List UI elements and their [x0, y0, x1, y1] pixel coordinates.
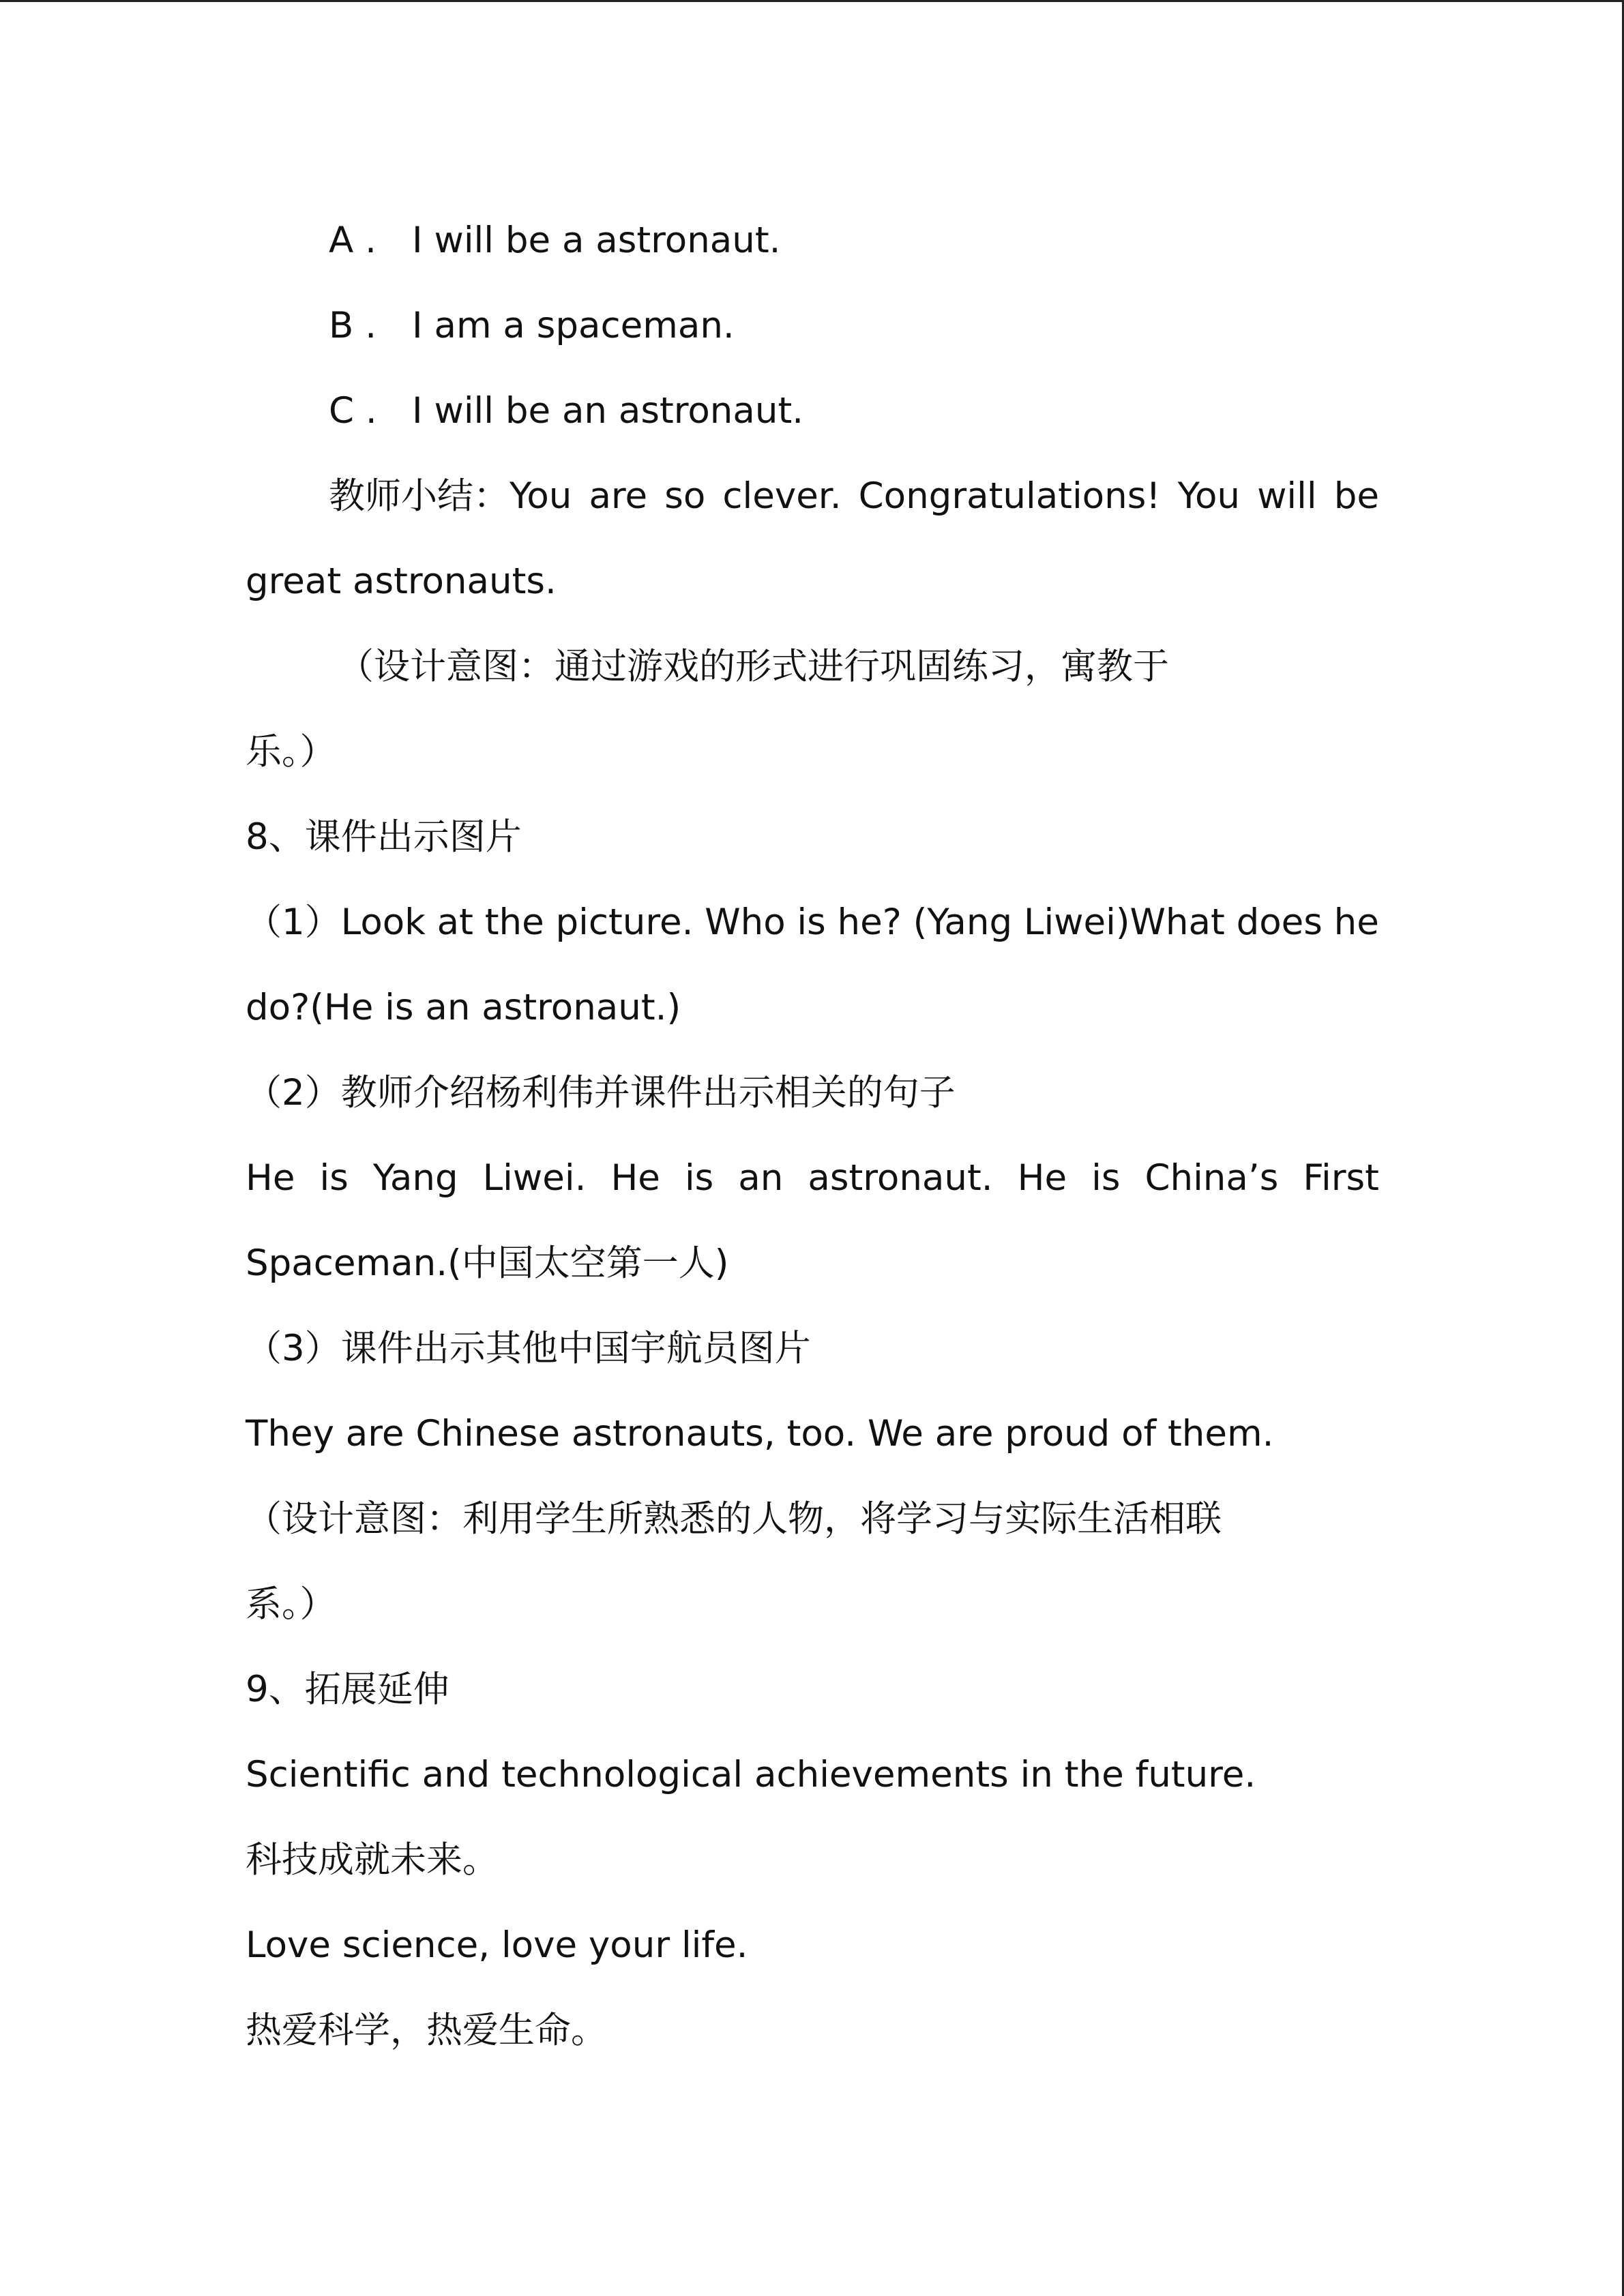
yang-liwei-sentence-line1: [246, 1135, 1379, 1221]
option-text: I am a spaceman.: [412, 305, 735, 346]
design-intent-2-line1: （设计意图：利用学生所熟悉的人物，将学习与实际生活相联: [246, 1498, 1222, 1540]
word: He: [1017, 1157, 1067, 1199]
option-letter: B .: [329, 305, 377, 346]
word: Who: [705, 901, 786, 943]
word: be: [1333, 475, 1379, 517]
word: China’s: [1145, 1157, 1279, 1199]
word: Congratulations!: [858, 475, 1161, 517]
design-intent-2-line2: 系。）: [246, 1583, 336, 1625]
word: at: [437, 901, 473, 943]
option-c: [246, 368, 1379, 453]
word: the: [484, 901, 544, 943]
word: so: [664, 475, 706, 517]
item-2: （2）教师介绍杨利伟并课件出示相关的句子: [246, 1072, 956, 1114]
section-9-heading: 9、拓展延伸: [246, 1669, 449, 1710]
option-text: I will be an astronaut.: [412, 390, 804, 432]
word: he: [1333, 901, 1379, 943]
design-intent-1-line1: （设计意图：通过游戏的形式进行巩固练习，寓教于: [338, 646, 1169, 687]
extension-line-2: 科技成就未来。: [246, 1839, 499, 1881]
word: is: [684, 1157, 714, 1199]
section-8-heading: 8、课件出示图片: [246, 816, 522, 858]
word: Yang: [372, 1157, 458, 1199]
word: are: [589, 475, 648, 517]
word: picture.: [555, 901, 694, 943]
word: is: [797, 901, 826, 943]
item-1-line1: [246, 880, 1379, 965]
extension-line-4: 热爱科学，热爱生命。: [246, 2010, 607, 2051]
word: He: [246, 1157, 295, 1199]
teacher-summary-line1: [246, 453, 1379, 539]
word: clever.: [722, 475, 842, 517]
extension-line-3: Love science, love your life.: [246, 1924, 748, 1966]
word: （1）Look: [246, 901, 426, 943]
word: he?: [837, 901, 902, 943]
page-top-border: [0, 0, 1624, 2]
document-page: [246, 198, 1379, 2073]
word: (Yang: [913, 901, 1013, 943]
option-a: [246, 198, 1379, 283]
word: an: [738, 1157, 784, 1199]
option-letter: A .: [329, 220, 377, 261]
word: He: [610, 1157, 660, 1199]
word: does: [1236, 901, 1323, 943]
item-3: （3）课件出示其他中国宇航员图片: [246, 1328, 811, 1369]
word: 教师小结：You: [329, 475, 572, 517]
word: is: [1091, 1157, 1121, 1199]
word: You: [1177, 475, 1240, 517]
option-text: I will be a astronaut.: [412, 220, 781, 261]
option-letter: C .: [329, 390, 377, 432]
item-1-line2: do?(He is an astronaut.): [246, 987, 681, 1028]
extension-line-1: Scientific and technological achievements in the future.: [246, 1754, 1256, 1795]
item-3-sentence: They are Chinese astronauts, too. We are proud of them.: [246, 1413, 1274, 1455]
yang-liwei-sentence-line2: Spaceman.(中国太空第一人): [246, 1242, 729, 1284]
option-b: [246, 283, 1379, 368]
design-intent-1-line2: 乐。）: [246, 731, 336, 773]
word: First: [1303, 1157, 1379, 1199]
word: astronaut.: [808, 1157, 993, 1199]
word: Liwei)What: [1023, 901, 1225, 943]
word: Liwei.: [482, 1157, 587, 1199]
word: is: [319, 1157, 349, 1199]
word: will: [1257, 475, 1317, 517]
teacher-summary-line2: great astronauts.: [246, 561, 557, 602]
